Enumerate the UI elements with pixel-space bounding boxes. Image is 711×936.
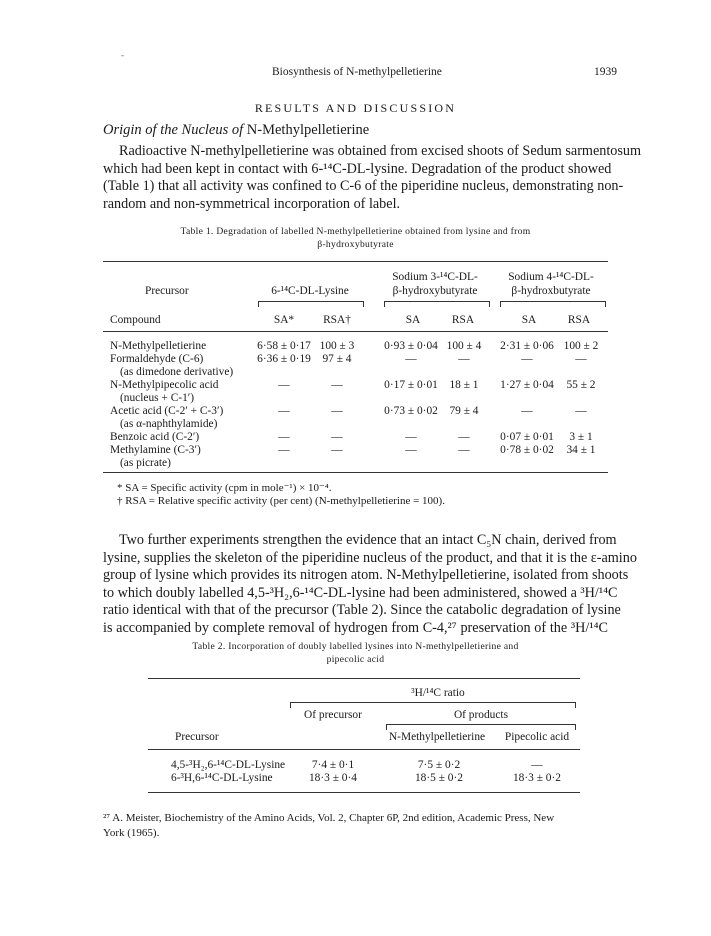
- table1-group-header: 6-¹⁴C-DL-Lysine: [271, 285, 349, 297]
- table2-top-rule: [148, 678, 580, 679]
- table1-cell: —: [521, 353, 533, 365]
- table2-header-precursor: Precursor: [175, 731, 219, 743]
- table1-group-header: Sodium 4-¹⁴C-DL-: [508, 271, 594, 283]
- table1-subheader: SA: [405, 314, 421, 326]
- table1-caption: [100, 225, 611, 251]
- table1-cell: 97 ± 4: [322, 353, 352, 365]
- table1-cell: 79 ± 4: [449, 405, 479, 417]
- running-title: Biosynthesis of N-methylpelletierine: [272, 66, 442, 78]
- table2-precursor: 6-³H,6-¹⁴C-DL-Lysine: [171, 772, 273, 784]
- table2-header-of-precursor: Of precursor: [304, 709, 362, 721]
- reference-line: ²⁷ A. Meister, Biochemistry of the Amino Acids, Vol. 2, Chapter 6P, 2nd edition, Academic Press, New: [103, 812, 555, 824]
- table1-cell: 100 ± 3: [319, 340, 355, 352]
- table1-cell: —: [331, 405, 343, 417]
- table1-header-brace: [258, 301, 364, 307]
- table1-cell: —: [278, 405, 290, 417]
- table1-subheader: SA*: [273, 314, 295, 326]
- table1-cell: —: [458, 444, 470, 456]
- table1-cell: 0·93 ± 0·04: [384, 340, 438, 352]
- table1-cell: 0·07 ± 0·01: [500, 431, 554, 443]
- table2-cell: 18·3 ± 0·2: [512, 772, 561, 784]
- table1-cell: —: [458, 431, 470, 443]
- table2-header-of-products: Of products: [453, 709, 509, 721]
- table1-cell: —: [278, 379, 290, 391]
- table1-compound: Benzoic acid (C-2′): [110, 431, 200, 443]
- table2-cell: 7·4 ± 0·1: [311, 759, 355, 771]
- table2-header-nmp: N-Methylpelletierine: [388, 731, 486, 743]
- table1-footnote: * SA = Specific activity (cpm in mole⁻¹) × 10⁻⁴.: [117, 482, 332, 494]
- table1-group-header: Sodium 3-¹⁴C-DL-: [392, 271, 478, 283]
- table2-precursor: 4,5-³H₂,6-¹⁴C-DL-Lysine: [171, 759, 286, 771]
- table1-cell: 0·78 ± 0·02: [500, 444, 554, 456]
- table1-header-rule: [103, 331, 608, 332]
- section-title: RESULTS AND DISCUSSION: [254, 101, 457, 115]
- table1-cell: 34 ± 1: [566, 444, 596, 456]
- paragraph-line: is accompanied by complete removal of hydrogen from C-4,²⁷ preservation of the ³H/¹⁴C: [103, 619, 608, 636]
- paragraph-line: which had been kept in contact with 6-¹⁴C-DL-lysine. Degradation of the product showed: [103, 160, 612, 177]
- table1-cell: 6·36 ± 0·19: [257, 353, 311, 365]
- paragraph-line: to which doubly labelled 4,5-³H₂,6-¹⁴C-DL-lysine had been administered, showed a ³H/¹⁴C: [103, 584, 618, 601]
- table1-compound: Methylamine (C-3′): [110, 444, 201, 456]
- table1-header-brace: [500, 301, 606, 307]
- table1-caption-line: β-hydroxybutyrate: [317, 239, 394, 250]
- table1-cell: 0·17 ± 0·01: [384, 379, 438, 391]
- table1-cell: —: [575, 353, 587, 365]
- table2-header-ratio: ³H/¹⁴C ratio: [411, 687, 465, 699]
- table2-caption: [100, 640, 611, 666]
- table2-caption-line: pipecolic acid: [326, 654, 385, 665]
- paragraph-line: Radioactive N-methylpelletierine was obtained from excised shoots of Sedum sarmentosum: [119, 143, 642, 159]
- reference-line: York (1965).: [103, 826, 160, 839]
- table1-compound: Acetic acid (C-2′ + C-3′): [110, 405, 224, 417]
- table1-cell: 0·73 ± 0·02: [384, 405, 438, 417]
- table1-header-precursor: Precursor: [145, 285, 189, 297]
- table1-cell: 18 ± 1: [449, 379, 479, 391]
- table2-cell: 18·5 ± 0·2: [414, 772, 463, 784]
- paragraph-line: ratio identical with that of the precursor (Table 2). Since the catabolic degradation of lysine: [103, 602, 621, 619]
- table2-header-brace: [386, 724, 576, 730]
- table1-caption-line: Table 1. Degradation of labelled N-methylpelletierine obtained from lysine and from: [180, 226, 531, 237]
- table1-subheader: RSA†: [323, 314, 351, 326]
- table1-footnote: † RSA = Relative specific activity (per cent) (N-methylpelletierine = 100).: [117, 495, 445, 507]
- subsection-heading: [103, 122, 369, 139]
- table2-caption-line: Table 2. Incorporation of doubly labelled lysines into N-methylpelletierine and: [192, 641, 519, 652]
- table1-compound: N-Methylpelletierine: [110, 340, 207, 352]
- table1-compound: Formaldehyde (C-6): [110, 353, 204, 365]
- paragraph-line: group of lysine which provides its nitrogen atom. N-Methylpelletierine, isolated from shoots: [103, 567, 629, 584]
- table1-cell: 55 ± 2: [566, 379, 596, 391]
- reference-27: [103, 811, 613, 840]
- table2-cell: 18·3 ± 0·4: [308, 772, 357, 784]
- paragraph-line: lysine, supplies the skeleton of the piperidine nucleus of the product, and that it is the ε-amino: [103, 549, 637, 566]
- table1-cell: —: [575, 405, 587, 417]
- table1-compound-note: (nucleus + C-1′): [120, 392, 195, 404]
- table1-subheader: RSA: [567, 314, 591, 326]
- table1-top-rule: [103, 261, 608, 262]
- table1-compound-note: (as α-naphthylamide): [120, 418, 218, 430]
- table1-bottom-rule: [103, 472, 608, 473]
- table1-cell: —: [331, 444, 343, 456]
- table2-header-rule: [148, 749, 580, 750]
- table1-header-brace: [384, 301, 490, 307]
- table2-cell: —: [531, 759, 543, 771]
- table1-cell: —: [405, 444, 417, 456]
- table1-cell: 1·27 ± 0·04: [500, 379, 554, 391]
- table1-cell: —: [405, 353, 417, 365]
- paragraph-line: (Table 1) that all activity was confined to C-6 of the piperidine nucleus, demonstrating non-: [103, 178, 624, 195]
- corner-mark: -: [121, 50, 124, 60]
- table1-compound: N-Methylpipecolic acid: [110, 379, 219, 391]
- table1-cell: 2·31 ± 0·06: [500, 340, 554, 352]
- table1-cell: 100 ± 4: [446, 340, 482, 352]
- paragraph-line: Two further experiments strengthen the evidence that an intact C₅N chain, derived from: [119, 532, 617, 548]
- table2-header-brace: [290, 702, 576, 708]
- page-number: 1939: [594, 66, 617, 78]
- table1-cell: —: [331, 379, 343, 391]
- subsection-upright: N-Methylpelletierine: [246, 122, 370, 138]
- table1-subheader: RSA: [451, 314, 475, 326]
- table1-header-compound: Compound: [110, 314, 161, 326]
- table1-cell: —: [521, 405, 533, 417]
- paragraph-2: [103, 532, 637, 638]
- paragraph-line: random and non-symmetrical incorporation of label.: [103, 195, 401, 212]
- table1-cell: 3 ± 1: [569, 431, 593, 443]
- table2-cell: 7·5 ± 0·2: [417, 759, 461, 771]
- table1-cell: —: [331, 431, 343, 443]
- table1-cell: —: [405, 431, 417, 443]
- table1-cell: —: [458, 353, 470, 365]
- table1-cell: —: [278, 444, 290, 456]
- table1-compound-note: (as picrate): [120, 457, 171, 469]
- table1-subheader: SA: [521, 314, 537, 326]
- table1-cell: 100 ± 2: [563, 340, 599, 352]
- table1-group-header-line2: β-hydroxbutyrate: [511, 285, 591, 297]
- table1-compound-note: (as dimedone derivative): [120, 366, 234, 378]
- table2-bottom-rule: [148, 792, 580, 793]
- table1-cell: —: [278, 431, 290, 443]
- subsection-italic: Origin of the Nucleus of: [103, 122, 247, 138]
- table1-cell: 6·58 ± 0·17: [257, 340, 311, 352]
- table2-header-pipecolic: Pipecolic acid: [504, 731, 570, 743]
- table1-group-header-line2: β-hydroxybutyrate: [392, 285, 478, 297]
- paragraph-1: [103, 143, 642, 213]
